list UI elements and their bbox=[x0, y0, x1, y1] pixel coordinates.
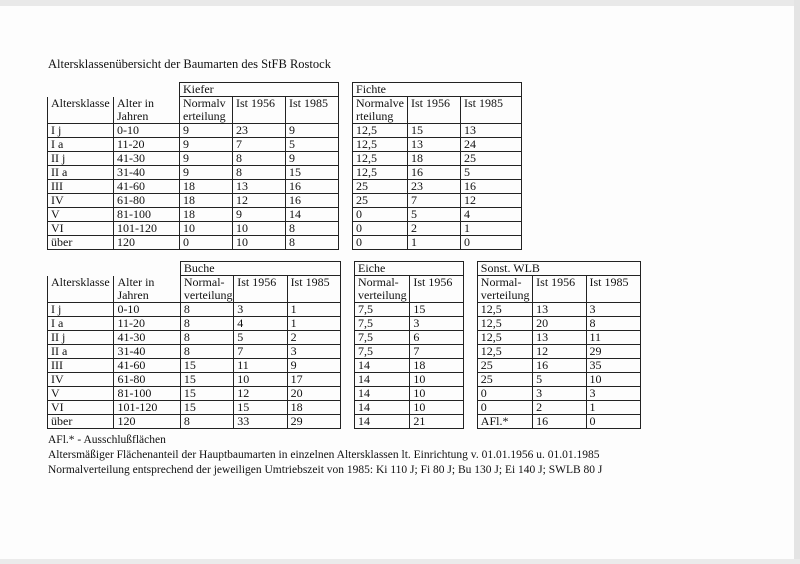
value-cell: 7 bbox=[234, 345, 287, 359]
group-header-fichte: Fichte bbox=[353, 83, 522, 97]
spacer-cell bbox=[339, 166, 353, 180]
table-row bbox=[48, 415, 641, 429]
age-class-cell: über bbox=[48, 236, 114, 250]
value-cell: 8 bbox=[286, 236, 339, 250]
header-alter: Alter in Jahren bbox=[114, 97, 180, 124]
age-class-cell: II j bbox=[48, 152, 114, 166]
header-ist-1956: Ist 1956 bbox=[410, 276, 463, 303]
table-row bbox=[48, 345, 641, 359]
value-cell: 10 bbox=[410, 387, 463, 401]
value-cell: 1 bbox=[461, 222, 522, 236]
table-row bbox=[48, 331, 641, 345]
value-cell: 25 bbox=[477, 373, 532, 387]
age-range-cell: 81-100 bbox=[114, 387, 180, 401]
spacer-cell bbox=[340, 303, 354, 317]
spacer-cell bbox=[339, 83, 353, 97]
value-cell: 25 bbox=[461, 152, 522, 166]
footnote-description: Altersmäßiger Flächenanteil der Hauptbaumarten in einzelnen Altersklassen lt. Einrichtung v. 01.01.1956 u. 01.01.1985 bbox=[48, 449, 600, 461]
value-cell: 12,5 bbox=[477, 303, 532, 317]
value-cell: 9 bbox=[180, 138, 233, 152]
value-cell: 1 bbox=[586, 401, 641, 415]
value-cell: 10 bbox=[233, 222, 286, 236]
group-header-row bbox=[48, 83, 522, 97]
value-cell: 18 bbox=[180, 194, 233, 208]
spacer-cell bbox=[463, 303, 477, 317]
age-class-cell: IV bbox=[48, 194, 114, 208]
age-class-cell: I a bbox=[48, 138, 114, 152]
value-cell: 15 bbox=[286, 166, 339, 180]
value-cell: 12,5 bbox=[477, 317, 532, 331]
value-cell: 12,5 bbox=[477, 331, 532, 345]
spacer-cell bbox=[339, 124, 353, 138]
group-header-row bbox=[48, 262, 641, 276]
value-cell: 15 bbox=[234, 401, 287, 415]
age-range-cell: 11-20 bbox=[114, 317, 180, 331]
value-cell: 15 bbox=[410, 303, 463, 317]
age-range-cell: 101-120 bbox=[114, 222, 180, 236]
value-cell: 13 bbox=[533, 331, 586, 345]
spacer-cell bbox=[339, 194, 353, 208]
value-cell: 13 bbox=[461, 124, 522, 138]
value-cell: 11 bbox=[586, 331, 641, 345]
spacer-cell bbox=[340, 401, 354, 415]
value-cell: 9 bbox=[287, 359, 340, 373]
spacer-cell bbox=[339, 208, 353, 222]
age-class-cell: IV bbox=[48, 373, 114, 387]
value-cell: 15 bbox=[408, 124, 461, 138]
age-range-cell: 61-80 bbox=[114, 194, 180, 208]
age-range-cell: 11-20 bbox=[114, 138, 180, 152]
value-cell: 11 bbox=[234, 359, 287, 373]
table-row bbox=[48, 303, 641, 317]
value-cell: 8 bbox=[586, 317, 641, 331]
spacer-cell bbox=[463, 276, 477, 303]
header-normalverteilung: Normalverteilung bbox=[180, 97, 233, 124]
value-cell: 0 bbox=[180, 236, 233, 250]
empty-cell bbox=[48, 83, 180, 97]
age-class-cell: II a bbox=[48, 345, 114, 359]
table-row bbox=[48, 208, 522, 222]
value-cell: 12,5 bbox=[353, 166, 408, 180]
value-cell: 21 bbox=[410, 415, 463, 429]
value-cell: 12 bbox=[233, 194, 286, 208]
table-row bbox=[48, 373, 641, 387]
value-cell: 29 bbox=[586, 345, 641, 359]
value-cell: 0 bbox=[586, 415, 641, 429]
value-cell: 33 bbox=[234, 415, 287, 429]
value-cell: 13 bbox=[408, 138, 461, 152]
value-cell: 7,5 bbox=[355, 345, 410, 359]
age-class-cell: I a bbox=[48, 317, 114, 331]
value-cell: 16 bbox=[408, 166, 461, 180]
table-row bbox=[48, 387, 641, 401]
value-cell: AFl.* bbox=[477, 415, 532, 429]
age-range-cell: 31-40 bbox=[114, 166, 180, 180]
spacer-cell bbox=[339, 236, 353, 250]
page-edge bbox=[0, 0, 800, 6]
value-cell: 20 bbox=[533, 317, 586, 331]
value-cell: 18 bbox=[408, 152, 461, 166]
value-cell: 5 bbox=[234, 331, 287, 345]
value-cell: 12,5 bbox=[353, 138, 408, 152]
value-cell: 13 bbox=[233, 180, 286, 194]
spacer-cell bbox=[339, 222, 353, 236]
header-ist-1985: Ist 1985 bbox=[586, 276, 641, 303]
value-cell: 7,5 bbox=[355, 317, 410, 331]
header-altersklasse: Altersklasse bbox=[48, 97, 114, 124]
value-cell: 29 bbox=[287, 415, 340, 429]
value-cell: 10 bbox=[410, 373, 463, 387]
spacer-cell bbox=[340, 387, 354, 401]
value-cell: 6 bbox=[410, 331, 463, 345]
spacer-cell bbox=[340, 262, 354, 276]
value-cell: 0 bbox=[353, 208, 408, 222]
value-cell: 3 bbox=[287, 345, 340, 359]
value-cell: 23 bbox=[408, 180, 461, 194]
value-cell: 16 bbox=[533, 415, 586, 429]
value-cell: 8 bbox=[180, 317, 233, 331]
value-cell: 15 bbox=[180, 359, 233, 373]
header-ist-1985: Ist 1985 bbox=[461, 97, 522, 124]
value-cell: 17 bbox=[287, 373, 340, 387]
value-cell: 8 bbox=[180, 303, 233, 317]
value-cell: 8 bbox=[180, 331, 233, 345]
value-cell: 12,5 bbox=[353, 124, 408, 138]
value-cell: 9 bbox=[233, 208, 286, 222]
value-cell: 8 bbox=[180, 415, 233, 429]
age-range-cell: 81-100 bbox=[114, 208, 180, 222]
value-cell: 25 bbox=[353, 180, 408, 194]
value-cell: 23 bbox=[233, 124, 286, 138]
value-cell: 10 bbox=[180, 222, 233, 236]
value-cell: 16 bbox=[286, 180, 339, 194]
table-body bbox=[48, 124, 522, 250]
age-class-cell: I j bbox=[48, 124, 114, 138]
header-ist-1956: Ist 1956 bbox=[234, 276, 287, 303]
value-cell: 1 bbox=[287, 303, 340, 317]
spacer-cell bbox=[340, 415, 354, 429]
value-cell: 0 bbox=[461, 236, 522, 250]
value-cell: 16 bbox=[461, 180, 522, 194]
value-cell: 3 bbox=[533, 387, 586, 401]
header-alter: Alter in Jahren bbox=[114, 276, 180, 303]
value-cell: 25 bbox=[477, 359, 532, 373]
value-cell: 13 bbox=[533, 303, 586, 317]
value-cell: 3 bbox=[410, 317, 463, 331]
value-cell: 2 bbox=[533, 401, 586, 415]
header-normalverteilung: Normal-verteilung bbox=[355, 276, 410, 303]
value-cell: 12 bbox=[533, 345, 586, 359]
value-cell: 7 bbox=[408, 194, 461, 208]
value-cell: 15 bbox=[180, 387, 233, 401]
spacer-cell bbox=[340, 359, 354, 373]
header-normalverteilung: Normal-verteilung bbox=[477, 276, 532, 303]
value-cell: 9 bbox=[180, 166, 233, 180]
table-row bbox=[48, 152, 522, 166]
value-cell: 12,5 bbox=[353, 152, 408, 166]
value-cell: 24 bbox=[461, 138, 522, 152]
value-cell: 1 bbox=[287, 317, 340, 331]
value-cell: 0 bbox=[477, 401, 532, 415]
value-cell: 12 bbox=[234, 387, 287, 401]
value-cell: 8 bbox=[286, 222, 339, 236]
value-cell: 7,5 bbox=[355, 331, 410, 345]
spacer-cell bbox=[339, 180, 353, 194]
age-class-cell: I j bbox=[48, 303, 114, 317]
age-range-cell: 41-30 bbox=[114, 152, 180, 166]
age-range-cell: 0-10 bbox=[114, 124, 180, 138]
value-cell: 12,5 bbox=[477, 345, 532, 359]
footnote-normalverteilung: Normalverteilung entsprechend der jeweiligen Umtriebszeit von 1985: Ki 110 J; Fi 80 J; Bu 130 J; Ei 140 J; SWLB 80 J bbox=[48, 464, 603, 476]
value-cell: 3 bbox=[234, 303, 287, 317]
value-cell: 16 bbox=[533, 359, 586, 373]
age-range-cell: 120 bbox=[114, 415, 180, 429]
document-title: Altersklassenübersicht der Baumarten des StFB Rostock bbox=[48, 57, 331, 71]
value-cell: 8 bbox=[233, 166, 286, 180]
table-row bbox=[48, 222, 522, 236]
empty-cell bbox=[48, 262, 181, 276]
value-cell: 3 bbox=[586, 387, 641, 401]
value-cell: 9 bbox=[180, 152, 233, 166]
header-normalverteilung: Normal-verteilung bbox=[180, 276, 233, 303]
value-cell: 5 bbox=[533, 373, 586, 387]
group-header-eiche: Eiche bbox=[355, 262, 464, 276]
table-row bbox=[48, 124, 522, 138]
value-cell: 2 bbox=[287, 331, 340, 345]
header-ist-1985: Ist 1985 bbox=[286, 97, 339, 124]
header-ist-1985: Ist 1985 bbox=[287, 276, 340, 303]
age-class-cell: VI bbox=[48, 401, 114, 415]
value-cell: 0 bbox=[353, 222, 408, 236]
value-cell: 14 bbox=[355, 401, 410, 415]
table-row bbox=[48, 194, 522, 208]
value-cell: 14 bbox=[355, 373, 410, 387]
value-cell: 14 bbox=[286, 208, 339, 222]
spacer-cell bbox=[339, 138, 353, 152]
header-altersklasse: Altersklasse bbox=[48, 276, 114, 303]
spacer-cell bbox=[463, 331, 477, 345]
age-class-cell: V bbox=[48, 208, 114, 222]
age-class-cell: II j bbox=[48, 331, 114, 345]
column-header-row bbox=[48, 276, 641, 303]
group-header-sonst-wlb: Sonst. WLB bbox=[477, 262, 640, 276]
footnotes bbox=[48, 433, 602, 478]
value-cell: 10 bbox=[586, 373, 641, 387]
age-range-cell: 41-30 bbox=[114, 331, 180, 345]
spacer-cell bbox=[340, 276, 354, 303]
value-cell: 3 bbox=[586, 303, 641, 317]
age-class-cell: über bbox=[48, 415, 114, 429]
age-class-cell: VI bbox=[48, 222, 114, 236]
value-cell: 18 bbox=[180, 208, 233, 222]
value-cell: 5 bbox=[461, 166, 522, 180]
value-cell: 7 bbox=[233, 138, 286, 152]
age-range-cell: 31-40 bbox=[114, 345, 180, 359]
spacer-cell bbox=[463, 387, 477, 401]
age-class-table-kiefer-fichte bbox=[47, 82, 522, 250]
value-cell: 16 bbox=[286, 194, 339, 208]
spacer-cell bbox=[463, 317, 477, 331]
age-range-cell: 101-120 bbox=[114, 401, 180, 415]
value-cell: 0 bbox=[353, 236, 408, 250]
value-cell: 10 bbox=[233, 236, 286, 250]
table-row bbox=[48, 180, 522, 194]
spacer-cell bbox=[340, 317, 354, 331]
spacer-cell bbox=[463, 345, 477, 359]
value-cell: 4 bbox=[461, 208, 522, 222]
value-cell: 10 bbox=[234, 373, 287, 387]
value-cell: 18 bbox=[410, 359, 463, 373]
value-cell: 8 bbox=[233, 152, 286, 166]
age-class-cell: III bbox=[48, 359, 114, 373]
spacer-cell bbox=[463, 401, 477, 415]
header-normalverteilung: Normalverteilung bbox=[353, 97, 408, 124]
value-cell: 5 bbox=[408, 208, 461, 222]
age-range-cell: 120 bbox=[114, 236, 180, 250]
header-ist-1956: Ist 1956 bbox=[233, 97, 286, 124]
table-row bbox=[48, 359, 641, 373]
spacer-cell bbox=[463, 359, 477, 373]
age-range-cell: 61-80 bbox=[114, 373, 180, 387]
value-cell: 20 bbox=[287, 387, 340, 401]
value-cell: 15 bbox=[180, 373, 233, 387]
header-ist-1956: Ist 1956 bbox=[408, 97, 461, 124]
table-row bbox=[48, 138, 522, 152]
age-class-cell: V bbox=[48, 387, 114, 401]
value-cell: 14 bbox=[355, 387, 410, 401]
value-cell: 7 bbox=[410, 345, 463, 359]
spacer-cell bbox=[339, 97, 353, 124]
spacer-cell bbox=[340, 373, 354, 387]
value-cell: 7,5 bbox=[355, 303, 410, 317]
table-row bbox=[48, 236, 522, 250]
age-class-cell: III bbox=[48, 180, 114, 194]
footnote-afl: AFl.* - Ausschlußflächen bbox=[48, 434, 166, 446]
spacer-cell bbox=[463, 373, 477, 387]
page-edge bbox=[0, 559, 800, 564]
value-cell: 8 bbox=[180, 345, 233, 359]
age-class-table-buche-eiche-wlb bbox=[47, 261, 641, 429]
value-cell: 1 bbox=[408, 236, 461, 250]
spacer-cell bbox=[339, 152, 353, 166]
value-cell: 18 bbox=[180, 180, 233, 194]
value-cell: 0 bbox=[477, 387, 532, 401]
column-header-row bbox=[48, 97, 522, 124]
value-cell: 35 bbox=[586, 359, 641, 373]
value-cell: 9 bbox=[286, 152, 339, 166]
table-row bbox=[48, 317, 641, 331]
table-row bbox=[48, 401, 641, 415]
value-cell: 10 bbox=[410, 401, 463, 415]
age-class-cell: II a bbox=[48, 166, 114, 180]
group-header-buche: Buche bbox=[180, 262, 340, 276]
spacer-cell bbox=[463, 415, 477, 429]
value-cell: 9 bbox=[180, 124, 233, 138]
spacer-cell bbox=[340, 331, 354, 345]
age-range-cell: 41-60 bbox=[114, 180, 180, 194]
value-cell: 5 bbox=[286, 138, 339, 152]
value-cell: 9 bbox=[286, 124, 339, 138]
age-range-cell: 0-10 bbox=[114, 303, 180, 317]
value-cell: 12 bbox=[461, 194, 522, 208]
value-cell: 2 bbox=[408, 222, 461, 236]
value-cell: 15 bbox=[180, 401, 233, 415]
spacer-cell bbox=[340, 345, 354, 359]
value-cell: 14 bbox=[355, 359, 410, 373]
header-ist-1956: Ist 1956 bbox=[533, 276, 586, 303]
age-range-cell: 41-60 bbox=[114, 359, 180, 373]
value-cell: 14 bbox=[355, 415, 410, 429]
value-cell: 18 bbox=[287, 401, 340, 415]
value-cell: 25 bbox=[353, 194, 408, 208]
spacer-cell bbox=[463, 262, 477, 276]
group-header-kiefer: Kiefer bbox=[180, 83, 339, 97]
page-edge bbox=[794, 0, 800, 564]
table-row bbox=[48, 166, 522, 180]
value-cell: 4 bbox=[234, 317, 287, 331]
table-body bbox=[48, 303, 641, 429]
